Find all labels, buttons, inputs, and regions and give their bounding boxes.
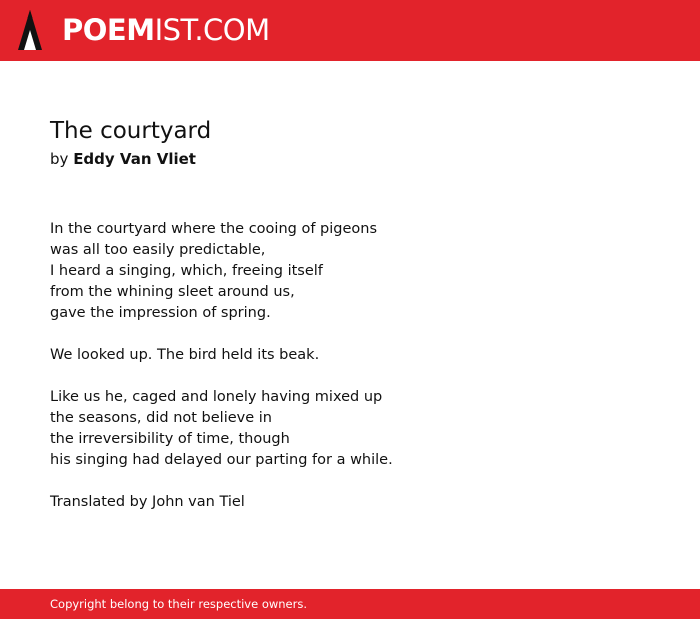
site-footer <box>0 589 700 619</box>
stanza-1 <box>50 219 650 324</box>
poem-line: In the courtyard where the cooing of pigeons <box>50 221 378 237</box>
poem-line: from the whining sleet around us, <box>50 284 295 300</box>
translation-credit: Translated by John van Tiel <box>50 494 245 510</box>
poem-line: gave the impression of spring. <box>50 305 271 321</box>
logo-light-text: IST.COM <box>154 13 270 47</box>
poem-body <box>50 219 650 513</box>
poem-line: the irreversibility of time, though <box>50 431 290 447</box>
poem-byline <box>50 149 196 169</box>
poem-line: Like us he, caged and lonely having mixed up <box>50 389 383 405</box>
poem-line: the seasons, did not believe in <box>50 410 272 426</box>
logo-bold-text: POEM <box>62 13 155 47</box>
pencil-tip-icon[interactable] <box>18 10 42 50</box>
poem-title: The courtyard <box>50 118 212 144</box>
poem-line: I heard a singing, which, freeing itself <box>50 263 323 279</box>
copyright-text: Copyright belong to their respective owners. <box>50 597 308 611</box>
poem-line: was all too easily predictable, <box>50 242 266 258</box>
site-header <box>0 0 700 61</box>
site-logo[interactable] <box>62 12 270 48</box>
stanza-3 <box>50 387 650 471</box>
poem-line: his singing had delayed our parting for a while. <box>50 452 393 468</box>
byline-prefix: by <box>50 150 69 168</box>
author-name[interactable]: Eddy Van Vliet <box>73 150 196 168</box>
poem-line: We looked up. The bird held its beak. <box>50 347 320 363</box>
stanza-2 <box>50 345 650 366</box>
